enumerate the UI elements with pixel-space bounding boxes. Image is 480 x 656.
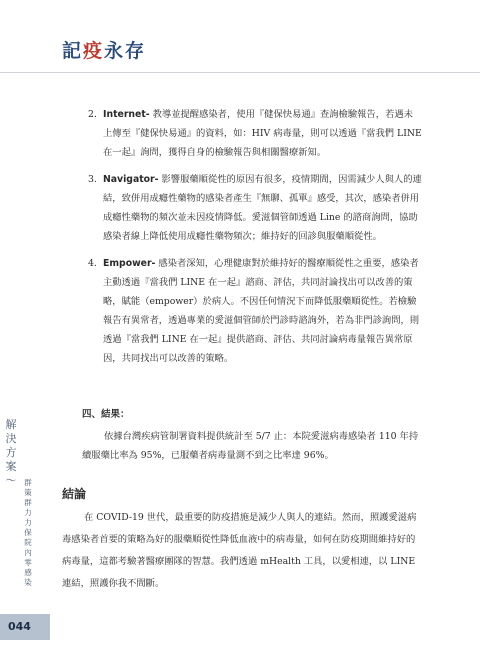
list-item-number: 2. xyxy=(88,109,97,120)
page-number-tab xyxy=(0,614,50,640)
chapter-subtitle: 群策群力力保院內零感染 xyxy=(24,478,32,587)
strategy-list xyxy=(88,105,422,376)
chapter-title-tilde: 〜 xyxy=(5,474,17,487)
header-title-part1: 記 xyxy=(62,40,84,62)
conclusion-paragraph: 在 COVID-19 世代，最重要的防疫措施是減少人與人的連結。然而，照護愛滋病毒感染者首要的策略為好的服藥順從性降低血液中的病毒量，如何在防疫期間維持好的病毒量，這都考驗著醫療團隊的智慧。我們透過 mHealth 工具，以愛相連，以 LINE 連結，照護你我不間斷。 xyxy=(62,512,417,589)
chapter-title-text: 解決方案 xyxy=(5,418,17,473)
results-paragraph: 依據台灣疾病管制署資料提供統計至 5/7 止：本院愛滋病毒感染者 110 年持續服藥比率為 95%，已服藥者病毒量測不到之比率達 96%。 xyxy=(82,431,419,461)
header-divider xyxy=(0,72,480,73)
list-item-text: 感染者深知，心理健康對於維持好的醫療順從性之重要，感染者主動透過『當我們 LINE 在一起』諮商、評估，共同討論找出可以改善的策略，賦能（empower）於病人。不因任何情況下而降低服藥順從性。若檢驗報告有異常者，透過專業的愛滋個管師於門診時諮詢外，若為非門診詢問，則透過『當我們 LINE 在一起』提供諮商、評估、共同討論病毒量報告異常原因，共同找出可以改善的策略。 xyxy=(103,258,420,364)
list-item xyxy=(88,170,422,246)
list-item-text: 教導並提醒感染者，使用『健保快易通』查詢檢驗報告，若遇未上傳至『健保快易通』的資料，如：HIV 病毒量，則可以透過『當我們 LINE 在一起』詢問，獲得自身的檢驗報告與相關醫療新知。 xyxy=(103,109,422,158)
results-heading: 四、結果： xyxy=(82,409,130,420)
header-title-part2: 永存 xyxy=(104,40,147,62)
chapter-title xyxy=(4,418,18,488)
list-item-number: 3. xyxy=(88,174,97,185)
list-item xyxy=(88,254,422,368)
header-title-accent: 疫 xyxy=(83,40,105,62)
list-item-keyword: Navigator- xyxy=(103,174,159,185)
conclusion-heading: 結論 xyxy=(62,487,87,501)
list-item xyxy=(88,105,422,162)
chapter-sidebar xyxy=(0,418,48,600)
list-item-keyword: Internet- xyxy=(103,109,150,120)
page-number: 044 xyxy=(8,620,31,633)
header-title xyxy=(62,36,146,63)
list-item-keyword: Empower- xyxy=(103,258,156,269)
list-item-text: 影響服藥順從性的原因有很多，疫情期間，因需減少人與人的連結，致併用成癮性藥物的感染者產生『無聊、孤單』感受，其次，感染者併用成癮性藥物的頻次並未因疫情降低。愛滋個管師透過 Line 的諮商詢問，協助感染者線上降低使用成癮性藥物頻次；維持好的回診與服藥順從性。 xyxy=(103,174,422,242)
list-item-number: 4. xyxy=(88,258,97,269)
